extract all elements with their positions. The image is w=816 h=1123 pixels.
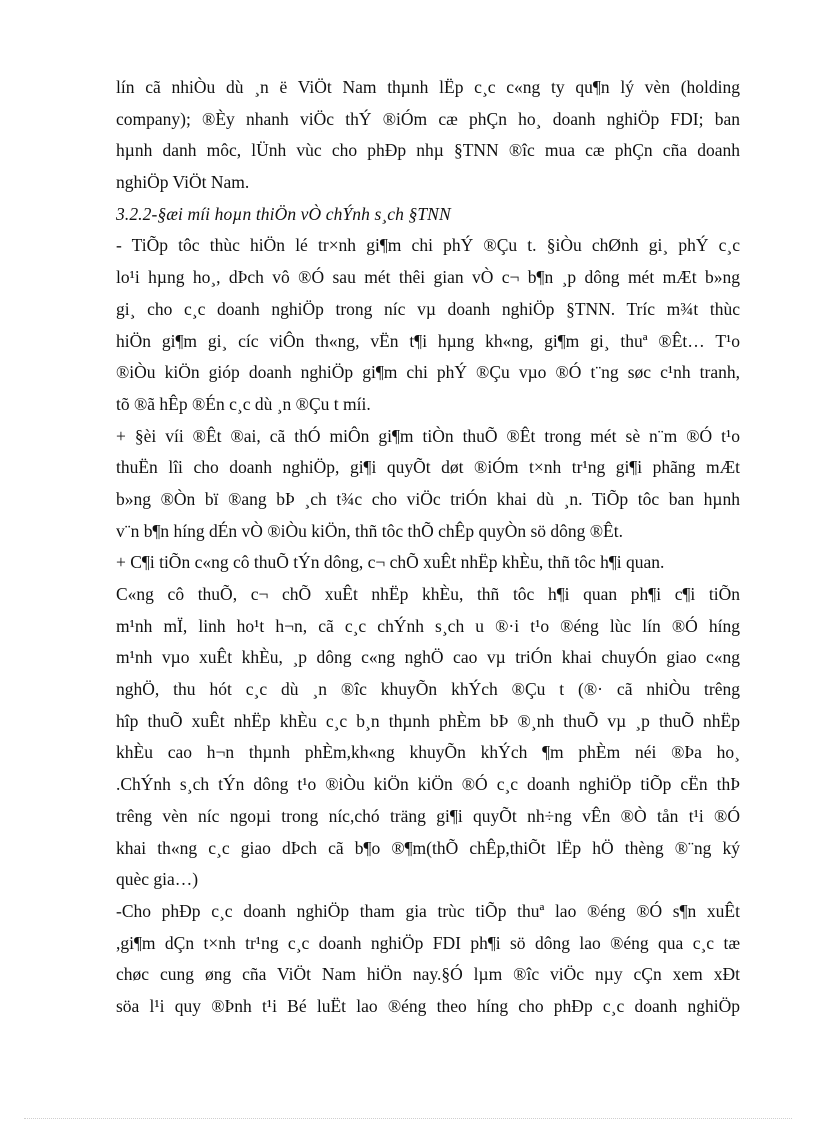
- text-line: gi¸ cho c¸c doanh nghiÖp trong níc vµ doanh nghiÖp §TNN. Tríc m¾t thùc: [116, 298, 740, 319]
- text-line: lo¹i hµng ho¸, dÞch vô ®Ó sau mét thêi gian vÒ c¬ b¶n ¸p dông mét mÆt b»ng: [116, 267, 740, 288]
- text-line: söa l¹i quy ®Þnh t¹i Bé luËt lao ®éng theo híng cho phÐp c¸c doanh nghiÖp: [116, 995, 740, 1016]
- text-line: chøc cung øng cña ViÖt Nam hiÖn nay.§Ó lµm ®îc viÖc nµy cÇn xem xÐt: [116, 964, 740, 985]
- text-line: b»ng ®Òn bï ®ang bÞ ¸ch t¾c cho viÖc triÓn khai dù ¸n. TiÕp tôc ban hµnh: [116, 488, 740, 509]
- text-line: + C¶i tiÕn c«ng cô thuÕ tÝn dông, c¬ chÕ xuÊt nhËp khÈu, thñ tôc h¶i quan.: [116, 552, 665, 573]
- text-line: m¹nh mÏ, linh ho¹t h¬n, cã c¸c chÝnh s¸ch u ®·i t¹o ®éng lùc lín ®Ó híng: [116, 615, 740, 636]
- text-line: quèc gia…): [116, 869, 199, 890]
- text-line: + §èi víi ®Êt ®ai, cã thÓ miÔn gi¶m tiÒn thuÕ ®Êt trong mét sè n¨m ®Ó t¹o: [116, 425, 740, 446]
- text-line: ®iÒu kiÖn gióp doanh nghiÖp gi¶m chi phÝ ®Çu vµo ®Ó t¨ng søc c¹nh tranh,: [116, 362, 740, 383]
- text-line: .ChÝnh s¸ch tÝn dông t¹o ®iÒu kiÖn kiÖn ®Ó c¸c doanh nghiÖp tiÕp cËn thÞ: [116, 774, 740, 795]
- text-line: lín cã nhiÒu dù ¸n ë ViÖt Nam thµnh lËp c¸c c«ng ty qu¶n lý vèn (holding: [116, 77, 740, 97]
- section-heading: 3.2.2-§æi míi hoµn thiÖn vÒ chÝnh s¸ch §TNN: [116, 203, 451, 224]
- text-line: -Cho phÐp c¸c doanh nghiÖp tham gia trùc tiÕp thuª lao ®éng ®Ó s¶n xuÊt: [116, 900, 740, 921]
- text-line: company); ®Èy nhanh viÖc thÝ ®iÓm cæ phÇn ho¸ doanh nghiÖp FDI; ban: [116, 108, 740, 129]
- text-line: - TiÕp tôc thùc hiÖn lé tr×nh gi¶m chi phÝ ®Çu t. §iÒu chØnh gi¸ phÝ c¸c: [116, 235, 740, 256]
- text-line: nghÖ, thu hót c¸c dù ¸n ®îc khuyÕn khÝch ®Çu t (®· cã nhiÒu trêng: [116, 679, 740, 700]
- text-line: tõ ®ã hÊp ®Én c¸c dù ¸n ®Çu t míi.: [116, 393, 371, 414]
- page-bottom-rule: [24, 1118, 792, 1119]
- text-line: hµnh danh môc, lÜnh vùc cho phÐp nhµ §TNN ®îc mua cæ phÇn cña doanh: [116, 140, 740, 161]
- text-line: hiÖn gi¶m gi¸ cíc viÔn th«ng, vËn t¶i hµng kh«ng, gi¶m gi¸ thuª ®Êt… T¹o: [116, 330, 740, 351]
- text-line: trêng vèn níc ngoµi trong níc,chó träng gi¶i quyÕt nh÷ng vÊn ®Ò tån t¹i ®Ó: [116, 805, 740, 826]
- text-line: m¹nh vµo xuÊt khÈu, ¸p dông c«ng nghÖ cao vµ triÓn khai chuyÓn giao c«ng: [116, 647, 740, 668]
- text-line: thuËn lîi cho doanh nghiÖp, gi¶i quyÕt døt ®iÓm t×nh tr¹ng gi¶i phãng mÆt: [116, 457, 740, 478]
- text-line: C«ng cô thuÕ, c¬ chÕ xuÊt nhËp khÈu, thñ tôc h¶i quan ph¶i c¶i tiÕn: [116, 584, 740, 604]
- text-line: khai th«ng c¸c giao dÞch cã b¶o ®¶m(thÕ chÊp,thiÕt lËp hÖ thèng ®¨ng ký: [116, 837, 740, 858]
- text-line: nghiÖp ViÖt Nam.: [116, 172, 250, 193]
- text-line: ,gi¶m dÇn t×nh tr¹ng c¸c doanh nghiÖp FDI ph¶i sö dông lao ®éng qua c¸c tæ: [116, 932, 740, 953]
- text-line: khÈu cao h¬n thµnh phÈm,kh«ng khuyÕn khÝch ¶m phÈm néi ®Þa ho¸: [116, 742, 740, 763]
- text-line: hîp thuÕ xuÊt nhËp khÈu c¸c b¸n thµnh phÈm bÞ ®¸nh thuÕ vµ ¸p thuÕ nhËp: [116, 710, 740, 731]
- document-body: [116, 72, 740, 1023]
- text-line: v¨n b¶n híng dÉn vÒ ®iÒu kiÖn, thñ tôc thÕ chÊp quyÒn sö dông ®Êt.: [116, 520, 623, 541]
